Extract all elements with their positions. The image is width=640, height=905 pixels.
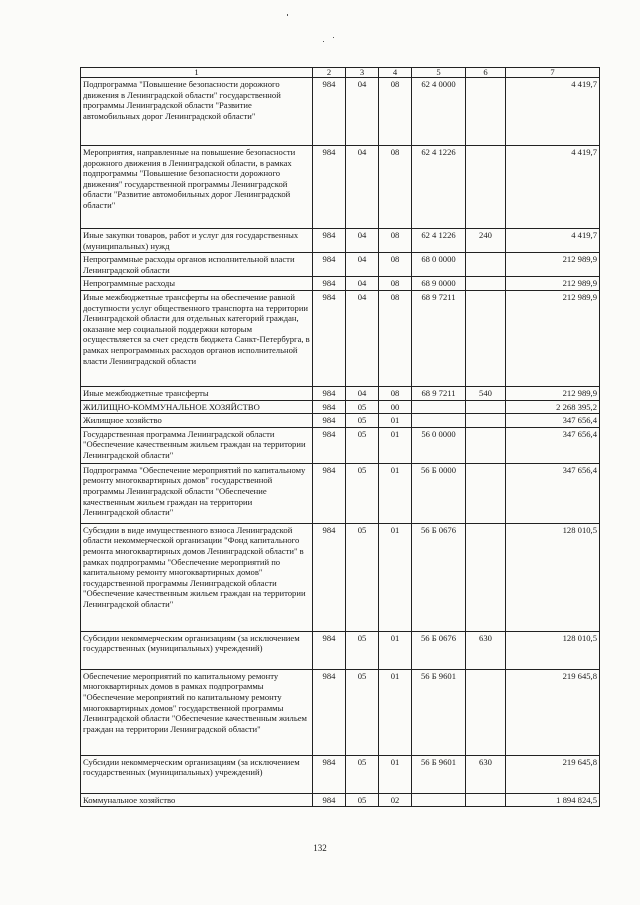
expense-type-code [466,414,506,428]
row-name: Подпрограмма "Обеспечение мероприятий по капитальному ремонту многоквартирных домов" государственной программы Ленинградской области "Обеспечение качественным жильем граждан на территории Ленинградской области" [81,463,313,523]
subsection-code: 08 [379,290,412,386]
target-code: 62 4 1226 [412,229,466,253]
ministry-code: 984 [313,277,346,291]
subsection-code: 01 [379,523,412,631]
header-cell: 6 [466,68,506,78]
row-name: Иные межбюджетные трансферты [81,386,313,400]
section-code: 04 [346,253,379,277]
section-code: 05 [346,427,379,463]
ministry-code: 984 [313,793,346,807]
subsection-code: 00 [379,400,412,414]
table-row [81,229,600,253]
expense-type-code: 630 [466,755,506,793]
table-row [81,386,600,400]
subsection-code: 08 [379,78,412,146]
amount: 212 989,9 [506,386,600,400]
target-code [412,414,466,428]
section-code: 05 [346,669,379,755]
target-code: 68 0 0000 [412,253,466,277]
section-code: 04 [346,78,379,146]
target-code: 56 Б 0676 [412,631,466,669]
section-code: 04 [346,290,379,386]
subsection-code: 08 [379,146,412,229]
amount: 347 656,4 [506,427,600,463]
expense-type-code [466,400,506,414]
target-code: 68 9 7211 [412,290,466,386]
subsection-code: 01 [379,414,412,428]
row-name: Субсидии в виде имущественного взноса Ленинградской области некоммерческой организации "Фонд капитального ремонта многоквартирных домов Ленинградской области" в рамках подпрограммы "Обеспечение мероприятий по капитальному ремонту многоквартирных домов" государственной программы Ленинградской области "Обеспечение качественным жильем граждан на территории Ленинградской области" [81,523,313,631]
ministry-code: 984 [313,463,346,523]
scan-speck [323,41,324,42]
subsection-code: 02 [379,793,412,807]
amount: 128 010,5 [506,523,600,631]
expense-type-code [466,427,506,463]
section-code: 05 [346,463,379,523]
expense-type-code [466,146,506,229]
section-code: 04 [346,146,379,229]
header-cell: 7 [506,68,600,78]
table-row [81,755,600,793]
ministry-code: 984 [313,414,346,428]
expense-type-code: 630 [466,631,506,669]
target-code [412,793,466,807]
ministry-code: 984 [313,669,346,755]
table-row [81,631,600,669]
amount: 347 656,4 [506,414,600,428]
section-code: 05 [346,414,379,428]
section-code: 05 [346,793,379,807]
target-code [412,400,466,414]
table-row [81,523,600,631]
ministry-code: 984 [313,146,346,229]
header-cell: 4 [379,68,412,78]
header-cell: 2 [313,68,346,78]
ministry-code: 984 [313,78,346,146]
table-row [81,290,600,386]
ministry-code: 984 [313,290,346,386]
table-row [81,463,600,523]
amount: 212 989,9 [506,290,600,386]
row-name: Обеспечение мероприятий по капитальному ремонту многоквартирных домов в рамках подпрограммы "Обеспечение мероприятий по капитальному ремонту многоквартирных домов" государственной программы Ленинградской области "Обеспечение качественным жильем граждан на территории Ленинградской области" [81,669,313,755]
table-row [81,146,600,229]
row-name: Непрограммные расходы органов исполнительной власти Ленинградской области [81,253,313,277]
table-body [81,78,600,807]
ministry-code: 984 [313,400,346,414]
header-cell: 1 [81,68,313,78]
section-code: 04 [346,386,379,400]
header-cell: 3 [346,68,379,78]
row-name: Субсидии некоммерческим организациям (за исключением государственных (муниципальных) учреждений) [81,755,313,793]
expense-type-code [466,78,506,146]
table-row [81,277,600,291]
subsection-code: 08 [379,253,412,277]
ministry-code: 984 [313,523,346,631]
row-name: Иные межбюджетные трансферты на обеспечение равной доступности услуг общественного транспорта на территории Ленинградской области для отдельных категорий граждан, оказание мер социальной поддержки которым осуществляется за счет средств бюджета Санкт-Петербурга, в рамках непрограммных расходов органов исполнительной власти Ленинградской области [81,290,313,386]
subsection-code: 01 [379,755,412,793]
subsection-code: 08 [379,229,412,253]
table-row [81,427,600,463]
amount: 219 645,8 [506,755,600,793]
subsection-code: 01 [379,463,412,523]
section-code: 05 [346,400,379,414]
target-code: 62 4 1226 [412,146,466,229]
expense-type-code [466,793,506,807]
subsection-code: 08 [379,386,412,400]
ministry-code: 984 [313,427,346,463]
expense-type-code [466,669,506,755]
table-header [81,68,600,78]
target-code: 68 9 0000 [412,277,466,291]
section-code: 04 [346,277,379,291]
expense-type-code [466,253,506,277]
section-code: 05 [346,755,379,793]
row-name: Подпрограмма "Повышение безопасности дорожного движения в Ленинградской области" государственной программы Ленинградской области "Развитие автомобильных дорог Ленинградской области" [81,78,313,146]
amount: 219 645,8 [506,669,600,755]
amount: 4 419,7 [506,78,600,146]
amount: 4 419,7 [506,146,600,229]
ministry-code: 984 [313,253,346,277]
target-code: 56 Б 9601 [412,755,466,793]
amount: 212 989,9 [506,277,600,291]
table-row [81,669,600,755]
subsection-code: 01 [379,669,412,755]
budget-table [80,67,600,807]
header-cell: 5 [412,68,466,78]
expense-type-code [466,277,506,291]
expense-type-code [466,290,506,386]
target-code: 56 Б 0000 [412,463,466,523]
row-name: Непрограммные расходы [81,277,313,291]
ministry-code: 984 [313,386,346,400]
table-row [81,253,600,277]
ministry-code: 984 [313,755,346,793]
subsection-code: 08 [379,277,412,291]
section-code: 05 [346,631,379,669]
expense-type-code: 540 [466,386,506,400]
row-name: Мероприятия, направленные на повышение безопасности дорожного движения в Ленинградской области, в рамках подпрограммы "Повышение безопасности дорожного движения" государственной программы Ленинградской области "Развитие автомобильных дорог Ленинградской области" [81,146,313,229]
target-code: 68 9 7211 [412,386,466,400]
table-row [81,414,600,428]
amount: 128 010,5 [506,631,600,669]
expense-type-code: 240 [466,229,506,253]
amount: 347 656,4 [506,463,600,523]
row-name: Жилищное хозяйство [81,414,313,428]
row-name: Государственная программа Ленинградской области "Обеспечение качественным жильем граждан на территории Ленинградской области" [81,427,313,463]
row-name: Субсидии некоммерческим организациям (за исключением государственных (муниципальных) учреждений) [81,631,313,669]
table-row [81,400,600,414]
scan-speck [287,14,288,16]
subsection-code: 01 [379,427,412,463]
page-number: 132 [313,843,327,853]
ministry-code: 984 [313,229,346,253]
row-name: Иные закупки товаров, работ и услуг для государственных (муниципальных) нужд [81,229,313,253]
target-code: 56 Б 0676 [412,523,466,631]
section-code: 04 [346,229,379,253]
table-row [81,793,600,807]
row-name: Коммунальное хозяйство [81,793,313,807]
amount: 2 268 395,2 [506,400,600,414]
target-code: 56 0 0000 [412,427,466,463]
target-code: 56 Б 9601 [412,669,466,755]
row-name: ЖИЛИЩНО-КОММУНАЛЬНОЕ ХОЗЯЙСТВО [81,400,313,414]
expense-type-code [466,523,506,631]
subsection-code: 01 [379,631,412,669]
table-row [81,78,600,146]
ministry-code: 984 [313,631,346,669]
section-code: 05 [346,523,379,631]
header-row [81,68,600,78]
amount: 212 989,9 [506,253,600,277]
expense-type-code [466,463,506,523]
amount: 1 894 824,5 [506,793,600,807]
scan-speck [333,37,334,38]
amount: 4 419,7 [506,229,600,253]
target-code: 62 4 0000 [412,78,466,146]
